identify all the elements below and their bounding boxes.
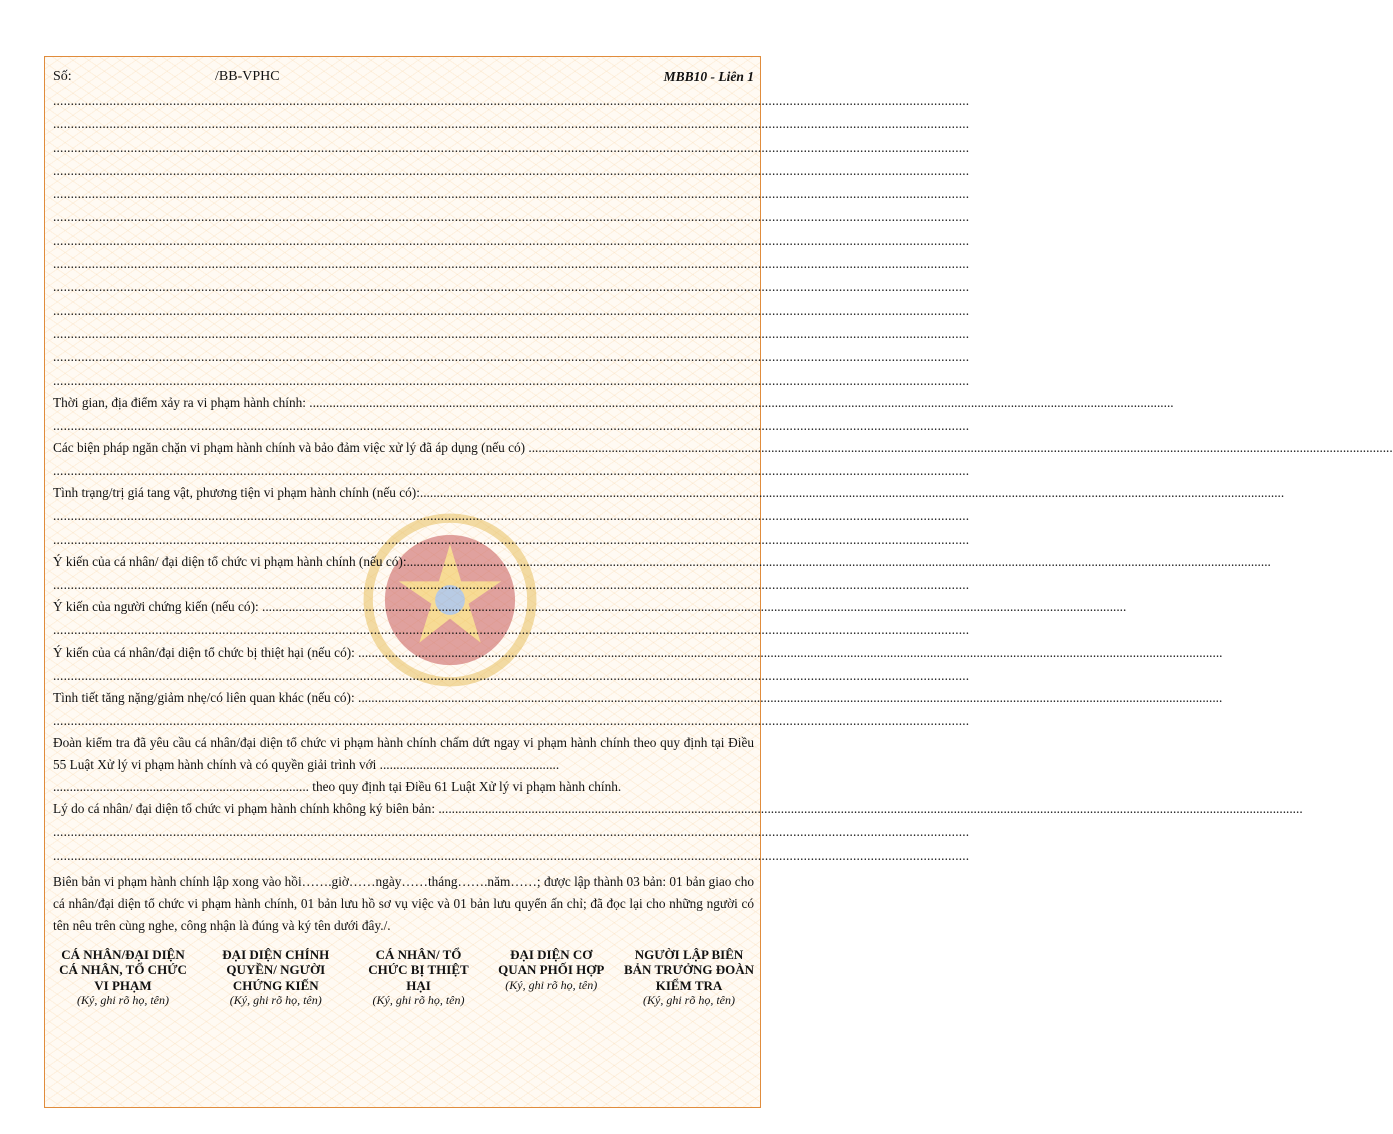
dotted-line: .................................................................................................................................................................................................................................................................... <box>53 279 970 295</box>
dotted-line: .................................................................................................................................................................................................................................................................... <box>53 349 970 365</box>
signature-truong-doan: NGƯỜI LẬP BIÊN BẢN TRƯỞNG ĐOÀN KIỂM TRA (Ký, ghi rõ họ, tên) <box>624 946 755 1008</box>
signature-thiet-hai: CÁ NHÂN/ TỔ CHỨC BỊ THIỆT HẠI (Ký, ghi rõ họ, tên) <box>368 946 469 1008</box>
dotted-fill: .................................................................................................................................................................................................................................................................... <box>528 440 1393 456</box>
dotted-fill: .................................................................................................................................................................................................................................................................... <box>309 394 1174 410</box>
dotted-fill: ...................................................... <box>379 757 560 773</box>
dotted-line: .................................................................................................................................................................................................................................................................... <box>53 463 970 479</box>
signature-chung-kien: ĐẠI DIỆN CHÍNH QUYỀN/ NGƯỜI CHỨNG KIẾN (Ký, ghi rõ họ, tên) <box>222 946 330 1008</box>
so-label: Số: <box>53 69 72 84</box>
y-kien-chung-kien-field: Ý kiến của người chứng kiến (nếu có): .................................................................................................................................................................................................................................................................... <box>53 599 1127 615</box>
doan-kiem-tra-paragraph: Đoàn kiểm tra đã yêu cầu cá nhân/đại diện tổ chức vi phạm hành chính chấm dứt ngay vi phạm hành chính theo quy định tại Điều 55 Luật Xử lý vi phạm hành chính và có quyền giải trình với ...................................................... ............................................................................. theo quy định tại Điều 61 Luật Xử lý vi phạm hành chính. <box>53 735 754 795</box>
dotted-line: .................................................................................................................................................................................................................................................................... <box>53 417 970 433</box>
dotted-line: .................................................................................................................................................................................................................................................................... <box>53 508 970 524</box>
bien-ban-paragraph: Biên bản vi phạm hành chính lập xong vào hồi…….giờ……ngày……tháng…….năm……; được lập thành 03 bản: 01 bản giao cho cá nhân/đại diện tổ chức vi phạm hành chính, 01 bản lưu hồ sơ vụ việc và 01 bản lưu quyển ấn chỉ; đã đọc lại cho những người có tên nêu trên cùng nghe, công nhận là đúng và ký tên dưới đây./. <box>53 873 754 933</box>
ly-do-field: Lý do cá nhân/ đại diện tổ chức vi phạm hành chính không ký biên bản: .................................................................................................................................................................................................................................................................... <box>53 801 1303 817</box>
dotted-line: .................................................................................................................................................................................................................................................................... <box>53 93 970 108</box>
dotted-line: .................................................................................................................................................................................................................................................................... <box>53 186 970 202</box>
dotted-line: .................................................................................................................................................................................................................................................................... <box>53 325 970 341</box>
form-code: MBB10 - Liên 1 <box>663 69 754 84</box>
form-frame <box>44 56 1393 1108</box>
dotted-line: .................................................................................................................................................................................................................................................................... <box>53 256 970 272</box>
dotted-line: .................................................................................................................................................................................................................................................................... <box>53 209 970 225</box>
dotted-fill: ............................................................................. <box>53 779 309 795</box>
signature-phoi-hop: ĐẠI DIỆN CƠ QUAN PHỐI HỢP (Ký, ghi rõ họ, tên) <box>498 946 605 992</box>
dotted-fill: .................................................................................................................................................................................................................................................................... <box>438 801 1303 817</box>
dotted-fill: .................................................................................................................................................................................................................................................................... <box>358 689 1223 705</box>
dotted-line: .................................................................................................................................................................................................................................................................... <box>53 622 970 638</box>
form-header <box>53 69 754 89</box>
y-kien-thiet-hai-field: Ý kiến của cá nhân/đại diện tổ chức bị thiệt hại (nếu có): .................................................................................................................................................................................................................................................................... <box>53 644 1223 660</box>
y-kien-vi-pham-field: Ý kiến của cá nhân/ đại diện tổ chức vi phạm hành chính (nếu có):.................................................................................................................................................................................................................................................................... <box>53 554 1271 570</box>
dotted-line: .................................................................................................................................................................................................................................................................... <box>53 302 970 318</box>
dotted-line: .................................................................................................................................................................................................................................................................... <box>53 531 970 547</box>
signature-row <box>53 947 754 1009</box>
tinh-tiet-field: Tình tiết tăng nặng/giảm nhẹ/có liên quan khác (nếu có): .................................................................................................................................................................................................................................................................... <box>53 689 1223 705</box>
dotted-line: .................................................................................................................................................................................................................................................................... <box>53 712 970 728</box>
dotted-line: .................................................................................................................................................................................................................................................................... <box>53 372 970 388</box>
bb-code: /BB-VPHC <box>215 69 280 84</box>
dotted-lines-block <box>53 89 970 392</box>
form-content <box>53 69 1393 1009</box>
dotted-fill: .................................................................................................................................................................................................................................................................... <box>419 485 1285 501</box>
dotted-line: .................................................................................................................................................................................................................................................................... <box>53 162 970 178</box>
dotted-line: .................................................................................................................................................................................................................................................................... <box>53 116 970 132</box>
dotted-line: .................................................................................................................................................................................................................................................................... <box>53 847 970 863</box>
tinh-trang-field: Tình trạng/trị giá tang vật, phương tiện vi phạm hành chính (nếu có):.................................................................................................................................................................................................................................................................... <box>53 485 1285 501</box>
dotted-fill: .................................................................................................................................................................................................................................................................... <box>406 554 1271 570</box>
dotted-line: .................................................................................................................................................................................................................................................................... <box>53 232 970 248</box>
signature-vi-pham: CÁ NHÂN/ĐẠI DIỆN CÁ NHÂN, TỔ CHỨC VI PHẠM (Ký, ghi rõ họ, tên) <box>59 946 187 1008</box>
dotted-line: .................................................................................................................................................................................................................................................................... <box>53 139 970 155</box>
dotted-line: .................................................................................................................................................................................................................................................................... <box>53 667 970 683</box>
dotted-line: .................................................................................................................................................................................................................................................................... <box>53 577 970 593</box>
dotted-line: .................................................................................................................................................................................................................................................................... <box>53 824 970 840</box>
bien-phap-field: Các biện pháp ngăn chặn vi phạm hành chính và bảo đảm việc xử lý đã áp dụng (nếu có) .................................................................................................................................................................................................................................................................... <box>53 440 1393 456</box>
thoi-gian-field: Thời gian, địa điểm xảy ra vi phạm hành chính: .................................................................................................................................................................................................................................................................... <box>53 394 1174 410</box>
dotted-fill: .................................................................................................................................................................................................................................................................... <box>262 599 1127 615</box>
dotted-fill: .................................................................................................................................................................................................................................................................... <box>358 644 1223 660</box>
